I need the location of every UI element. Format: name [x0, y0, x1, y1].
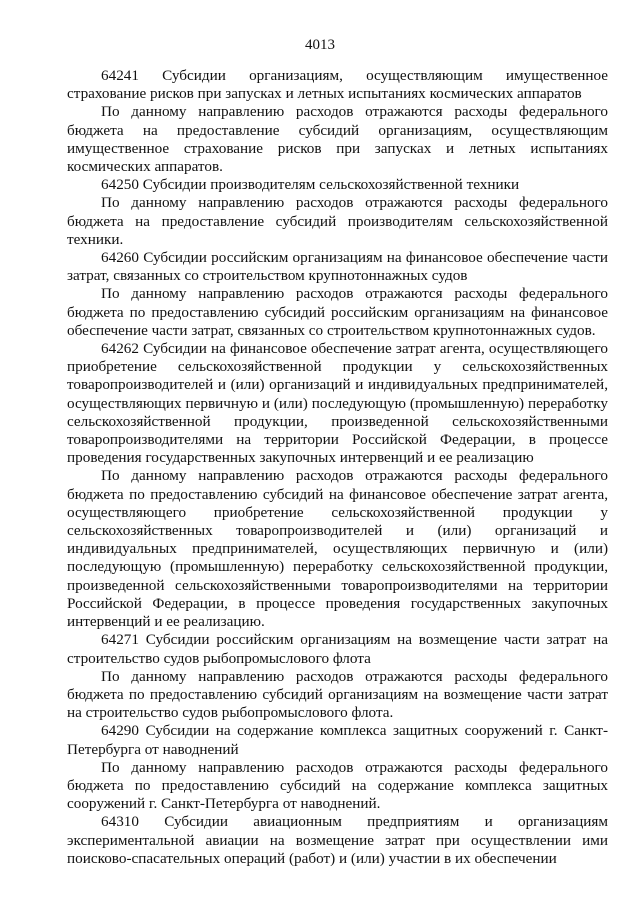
section-text-64250: По данному направлению расходов отражаются расходы федерального бюджета на предоставление субсидий производителям сельскохозяйственной техники. [67, 194, 608, 248]
page-number: 4013 [305, 37, 335, 53]
section-text-64262: По данному направлению расходов отражаются расходы федерального бюджета по предоставлению субсидий на финансовое обеспечение затрат агента, осуществляющего приобретение сельскохозяйственной продукции у сельскохозяйственных товаропроизводителей и (или) организаций и индивидуальных предпринимателей, осуществляющих первичную и (или) последующую (промышленную) переработку сельскохозяйственной продукции, произведенной сельскохозяйственными товаропроизводителями на территории Российской Федерации, в процессе проведения государственных закупочных интервенций и ее реализацию. [67, 467, 608, 631]
section-heading-64271: 64271 Субсидии российским организациям на возмещение части затрат на строительство судов рыбопромыслового флота [67, 631, 608, 667]
section-heading-64290: 64290 Субсидии на содержание комплекса защитных сооружений г. Санкт-Петербурга от наводнений [67, 722, 608, 758]
section-heading-64260: 64260 Субсидии российским организациям на финансовое обеспечение части затрат, связанных со строительством крупнотоннажных судов [67, 249, 608, 285]
section-heading-64310: 64310 Субсидии авиационным предприятиям и организациям экспериментальной авиации на возмещение затрат при осуществлении ими поисково-спасательных операций (работ) и (или) участии в их обеспечении [67, 813, 608, 867]
section-text-64271: По данному направлению расходов отражаются расходы федерального бюджета по предоставлению субсидий организациям на возмещение части затрат на строительство судов рыбопромыслового флота. [67, 667, 608, 722]
section-heading-64262: 64262 Субсидии на финансовое обеспечение затрат агента, осуществляющего приобретение сельскохозяйственной продукции у сельскохозяйственных товаропроизводителей и (или) организаций и индивидуальных предпринимателей, осуществляющих первичную и (или) последующую (промышленную) переработку сельскохозяйственной продукции, произведенной сельскохозяйственными товаропроизводителями на территории Российской Федерации, в процессе проведения государственных закупочных интервенций и ее реализацию [67, 340, 608, 467]
section-text-64290: По данному направлению расходов отражаются расходы федерального бюджета по предоставлению субсидий на содержание комплекса защитных сооружений г. Санкт-Петербурга от наводнений. [67, 758, 608, 813]
section-heading-64241: 64241 Субсидии организациям, осуществляющим имущественное страхование рисков при запусках и летных испытаниях космических аппаратов [67, 67, 608, 103]
section-text-64241: По данному направлению расходов отражаются расходы федерального бюджета на предоставление субсидий организациям, осуществляющим имущественное страхование рисков при запусках и летных испытаниях космических аппаратов. [67, 103, 608, 176]
section-heading-64250: 64250 Субсидии производителям сельскохозяйственной техники [101, 176, 520, 194]
document-body [67, 67, 608, 868]
section-text-64260: По данному направлению расходов отражаются расходы федерального бюджета по предоставлению субсидий российским организациям на финансовое обеспечение части затрат, связанных со строительством крупнотоннажных судов. [67, 285, 608, 339]
